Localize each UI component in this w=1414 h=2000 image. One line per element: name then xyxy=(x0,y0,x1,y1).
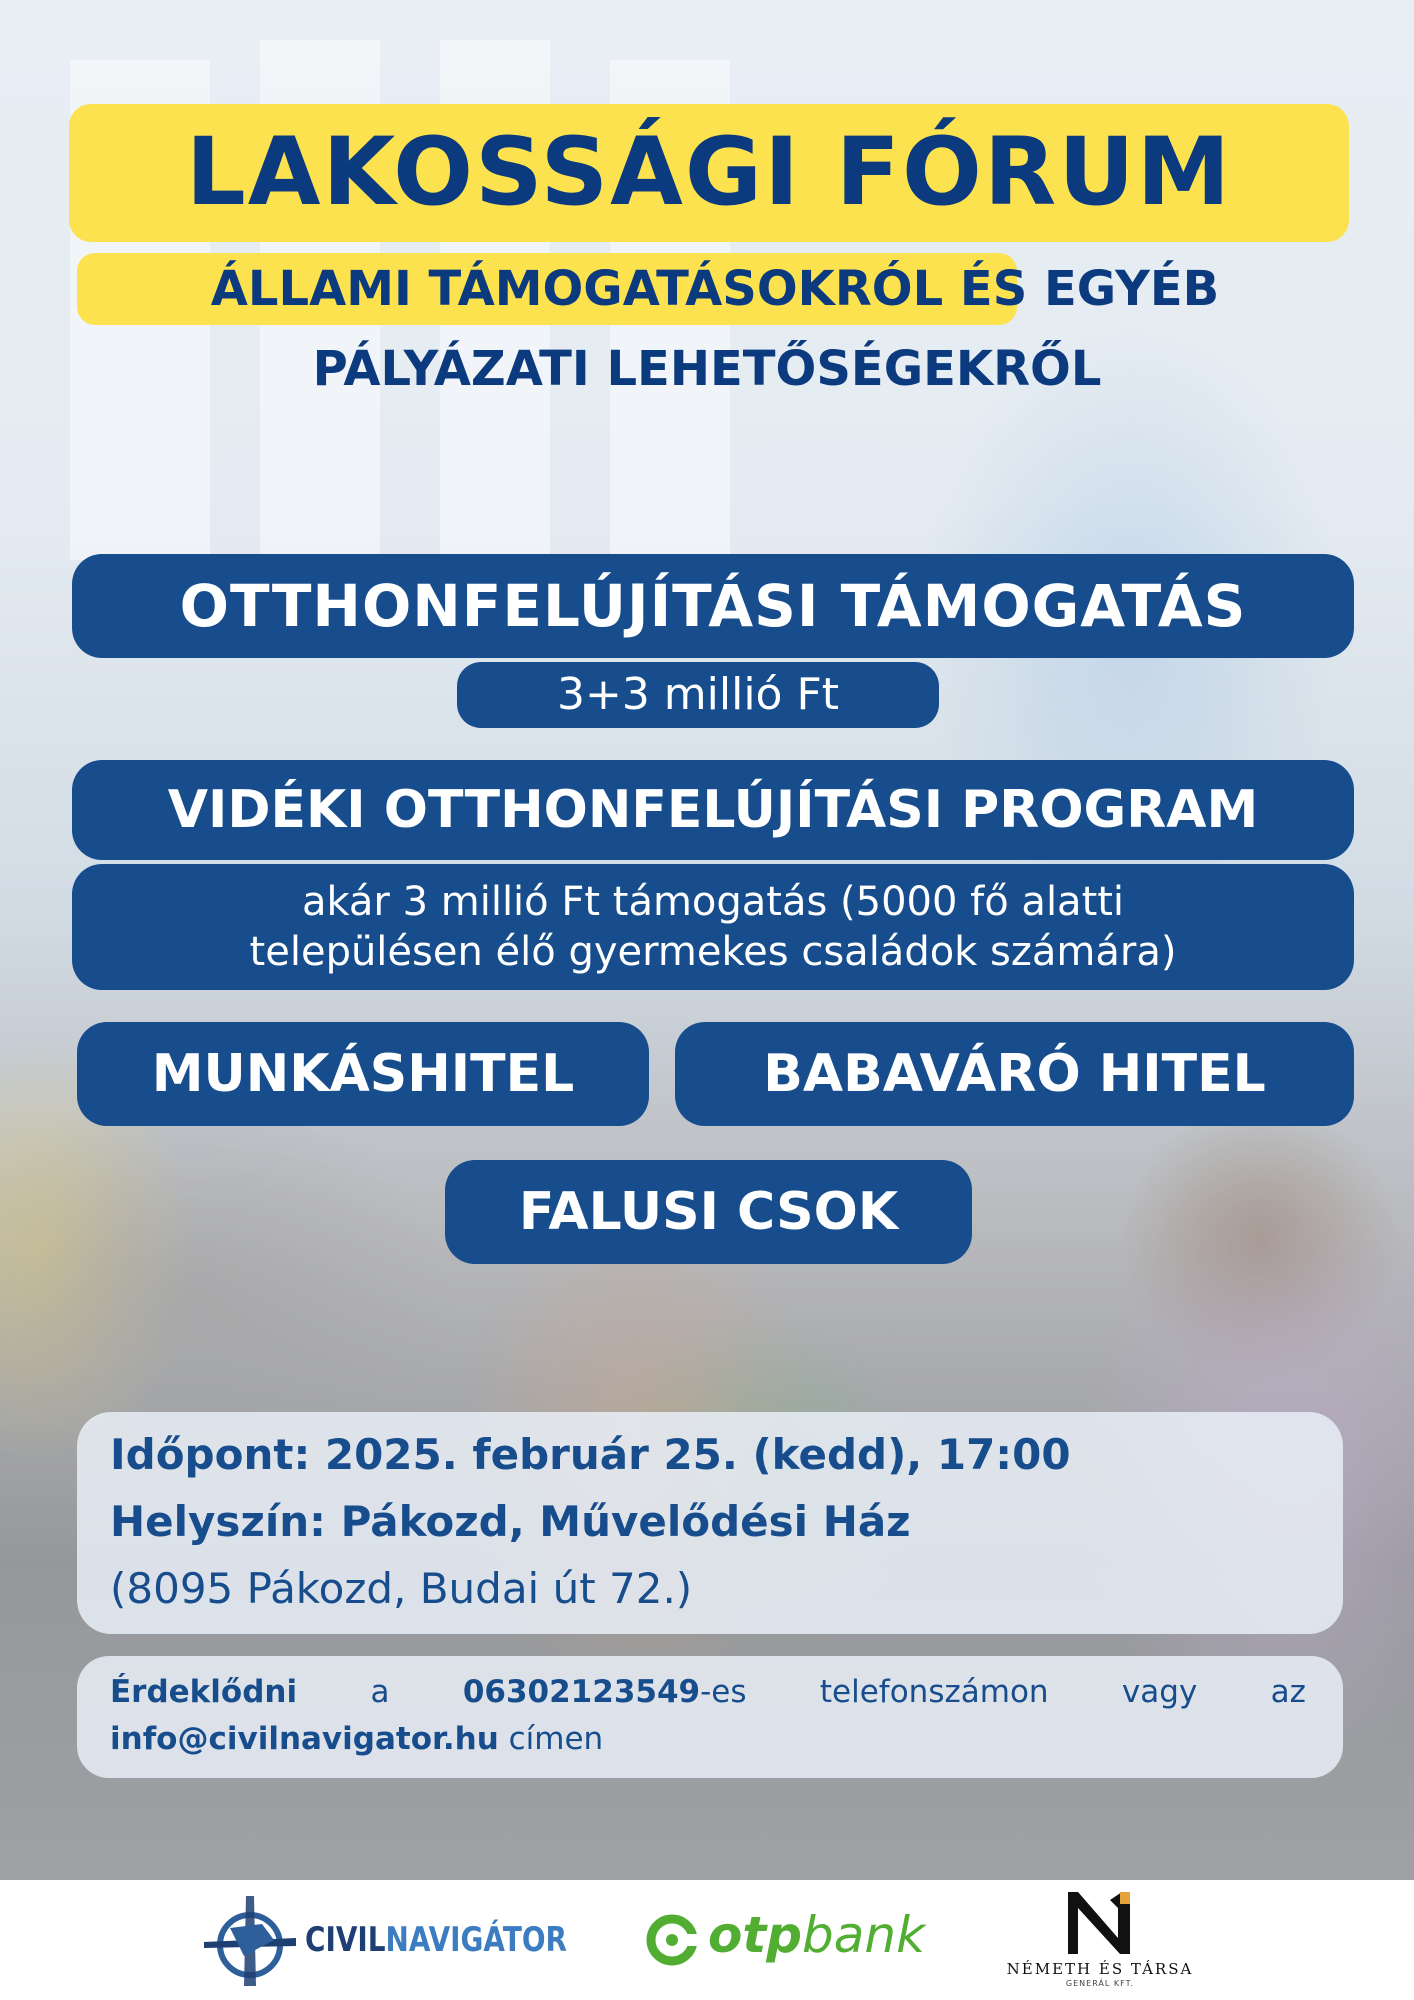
contact-phone-suffix: -es xyxy=(700,1674,747,1710)
contact-word-telefon: telefonszámon xyxy=(819,1674,1049,1710)
videki-desc-line-1: akár 3 millió Ft támogatás (5000 fő alatti xyxy=(301,879,1125,925)
bank-text: bank xyxy=(802,1906,926,1964)
contact-email-suffix: címen xyxy=(498,1721,604,1757)
contact-word-interest: Érdeklődni xyxy=(110,1674,298,1710)
contact-email[interactable]: info@civilnavigator.hu xyxy=(110,1721,499,1757)
contact-phone-group xyxy=(463,1674,747,1710)
subtitle-line-1 xyxy=(77,256,1353,322)
otp-logo-mark xyxy=(645,1913,699,1967)
contact-word-a: a xyxy=(370,1674,390,1710)
contact-phone[interactable]: 06302123549 xyxy=(462,1674,701,1710)
videki-program-description xyxy=(72,864,1354,990)
otthonfelujitasi-amount: 3+3 millió Ft xyxy=(457,662,939,728)
nemeth-subtitle: GENERÁL KFT. xyxy=(1065,1979,1135,1988)
contact-word-az: az xyxy=(1270,1674,1306,1710)
subtitle-line-2: PÁLYÁZATI LEHETŐSÉGEKRŐL xyxy=(312,341,1102,397)
event-address: (8095 Pákozd, Budai út 72.) xyxy=(110,1564,693,1613)
sponsor-footer xyxy=(0,1880,1414,2000)
civilnavigator-logo xyxy=(200,1890,300,1990)
otp-icon xyxy=(645,1913,699,1967)
contact-word-vagy: vagy xyxy=(1121,1674,1198,1710)
navigator-text: NAVIGÁTOR xyxy=(385,1920,568,1960)
nemeth-name: NÉMETH ÉS TÁRSA xyxy=(1006,1960,1194,1978)
event-time: Időpont: 2025. február 25. (kedd), 17:00 xyxy=(110,1430,1071,1479)
subtitle-rest-text: ÉS EGYÉB xyxy=(943,261,1220,317)
babavaro-hitel-badge: BABAVÁRÓ HITEL xyxy=(675,1022,1354,1126)
n-building-icon xyxy=(1064,1890,1134,1956)
nemeth-logo-mark xyxy=(1064,1890,1134,1956)
civil-text: CIVIL xyxy=(305,1920,386,1960)
page-title: LAKOSSÁGI FÓRUM xyxy=(185,118,1233,227)
civilnavigator-wordmark xyxy=(305,1920,567,1960)
munkashitel-badge: MUNKÁSHITEL xyxy=(77,1022,649,1126)
falusi-csok-badge: FALUSI CSOK xyxy=(445,1160,972,1264)
compass-icon xyxy=(200,1890,300,1990)
otpbank-wordmark xyxy=(708,1906,925,1964)
otthonfelujitasi-title: OTTHONFELÚJÍTÁSI TÁMOGATÁS xyxy=(72,554,1354,658)
videki-desc-line-2: településen élő gyermekes családok számára) xyxy=(249,929,1177,975)
event-place: Helyszín: Pákozd, Művelődési Ház xyxy=(110,1497,911,1546)
otp-text: otp xyxy=(708,1906,803,1964)
videki-program-title: VIDÉKI OTTHONFELÚJÍTÁSI PROGRAM xyxy=(72,760,1354,860)
contact-line-1 xyxy=(110,1674,1306,1710)
subtitle-highlight-text: ÁLLAMI TÁMOGATÁSOKRÓL xyxy=(210,261,944,317)
contact-line-2 xyxy=(110,1721,1306,1757)
